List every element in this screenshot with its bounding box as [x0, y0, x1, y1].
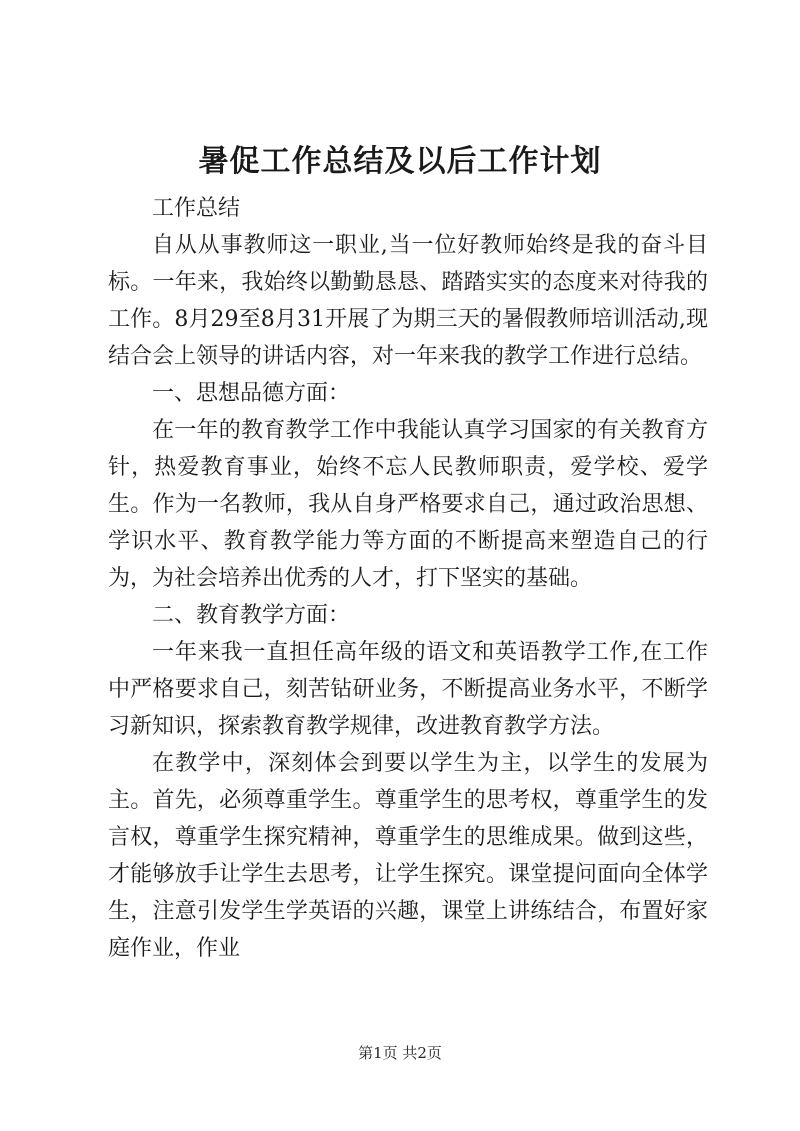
paragraph: 在教学中，深刻体会到要以学生为主，以学生的发展为主。首先，必须尊重学生。尊重学生的思考权，尊重学生的发言权，尊重学生探究精神，尊重学生的思维成果。做到这些，才能够放手让学生去思考，让学生探究。课堂提问面向全体学生，注意引发学生学英语的兴趣，课堂上讲练结合，布置好家庭作业，作业 [108, 751, 708, 961]
section-heading: 一、思想品德方面： [152, 381, 351, 406]
paragraph: 在一年的教育教学工作中我能认真学习国家的有关教育方针，热爱教育事业，始终不忘人民教师职责，爱学校、爱学生。作为一名教师，我从自身严格要求自己，通过政治思想、学识水平、教育教学能力等方面的不断提高来塑造自己的行为，为社会培养出优秀的人才，打下坚实的基础。 [108, 418, 708, 591]
section-heading: 二、教育教学方面： [152, 603, 351, 628]
paragraph: 一年来我一直担任高年级的语文和英语教学工作,在工作中严格要求自己，刻苦钻研业务，不断提高业务水平，不断学习新知识，探索教育教学规律，改进教育教学方法。 [108, 640, 708, 739]
document-body [108, 190, 708, 967]
paragraph: 自从从事教师这一职业,当一位好教师始终是我的奋斗目标。一年来，我始终以勤勤恳恳、踏踏实实的态度来对待我的工作。8月29至8月31开展了为期三天的暑假教师培训活动,现结合会上领导的讲话内容，对一年来我的教学工作进行总结。 [108, 233, 708, 369]
document-title: 暑促工作总结及以后工作计划 [198, 144, 602, 179]
section-label: 工作总结 [152, 196, 241, 221]
page-number-footer: 第1页 共2页 [358, 1044, 442, 1062]
